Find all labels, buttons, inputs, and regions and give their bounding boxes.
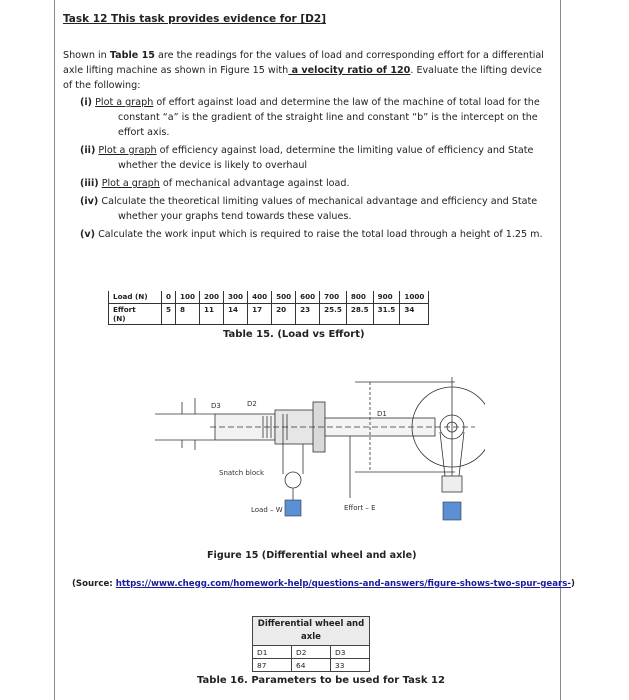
effort-cell: 8 [176,304,200,325]
load-cell: 500 [272,291,296,304]
item-text: Calculate the theoretical limiting values of mechanical advantage and efficiency and State whether your graphs tend towards these values. [101,196,538,222]
figure-caption: Figure 15 (Differential wheel and axle) [207,550,417,561]
table-row [253,659,370,672]
label-snatch-block: Snatch block [219,469,264,477]
source-link[interactable]: https://www.chegg.com/homework-help/questions-and-answers/figure-shows-two-spur-gears- [115,579,571,589]
source-prefix: (Source: [72,579,116,589]
row-label-effort: Effort (N) [109,304,162,325]
plot-graph-link[interactable]: Plot a graph [101,178,160,189]
table16-header: Differential wheel and axle [253,617,370,646]
item-number: (iii) [80,178,99,189]
intro-text-2: are the readings for the values of load and corresponding effort for a differential axle lifting machine as shown in Figure 15 with [63,50,544,76]
task-item-ii [55,143,560,173]
param-value: 64 [292,659,331,672]
item-text: Calculate the work input which is required to raise the total load through a height of 1.25 m. [98,229,543,240]
item-text: of efficiency against load, determine the limiting value of efficiency and State whether the device is likely to overhaul [118,145,534,171]
effort-cell: 14 [224,304,248,325]
load-cell: 200 [200,291,224,304]
source-line [72,579,575,589]
task-item-iii [55,176,560,191]
task-title: Task 12 This task provides evidence for [D2] [63,13,326,25]
source-suffix: ) [570,579,575,589]
table15-caption: Table 15. (Load vs Effort) [223,329,365,340]
label-d3: D3 [211,402,221,410]
param-value: 87 [253,659,292,672]
item-number: (i) [80,97,93,108]
task-item-v [55,227,560,242]
plot-graph-link[interactable]: Plot a graph [98,145,157,156]
plot-graph-link[interactable]: Plot a graph [95,97,154,108]
item-number: (ii) [80,145,96,156]
effort-cell: 5 [162,304,176,325]
effort-cell: 20 [272,304,296,325]
effort-cell: 28.5 [346,304,373,325]
load-cell: 400 [248,291,272,304]
table-row [109,304,429,325]
effort-cell: 23 [296,304,320,325]
effort-cell: 31.5 [373,304,400,325]
load-cell: 700 [320,291,347,304]
intro-text-3: . Evaluate the lifting device of the following: [63,65,542,91]
load-cell: 0 [162,291,176,304]
load-cell: 800 [346,291,373,304]
label-d1: D1 [377,410,387,418]
label-load: Load – W [251,506,283,514]
effort-cell: 25.5 [320,304,347,325]
table-row [253,646,370,659]
item-text: of mechanical advantage against load. [159,178,350,189]
load-effort-table [108,291,429,325]
velocity-ratio: a velocity ratio of 120 [288,65,411,76]
effort-cell: 34 [400,304,429,325]
item-number: (v) [80,229,96,240]
intro-text-1: Shown in [63,50,110,61]
intro-paragraph [63,48,553,93]
load-cell: 600 [296,291,320,304]
item-number: (iv) [80,196,99,207]
effort-cell: 11 [200,304,224,325]
label-effort: Effort – E [344,504,376,512]
page-frame [54,0,575,700]
param-label: D3 [331,646,370,659]
param-value: 33 [331,659,370,672]
load-cell: 300 [224,291,248,304]
param-label: D1 [253,646,292,659]
load-cell: 100 [176,291,200,304]
load-cell: 900 [373,291,400,304]
param-label: D2 [292,646,331,659]
table-ref: Table 15 [109,50,155,61]
row-label-unit: (N) [113,314,126,323]
load-cell: 1000 [400,291,429,304]
task-item-iv [55,194,560,224]
effort-cell: 17 [248,304,272,325]
item-text: of effort against load and determine the law of the machine of total load for the constant “a” is the gradient of the straight line and constant “b” is the intercept on the effort axis. [118,97,540,138]
row-label-load: Load (N) [109,291,162,304]
parameters-table [252,616,370,672]
table-row [109,291,429,304]
table16-caption: Table 16. Parameters to be used for Task 12 [197,675,445,686]
differential-wheel-axle-diagram [155,372,485,532]
task-items [55,95,560,245]
task-item-i [55,95,560,140]
label-d2: D2 [247,400,257,408]
table-row [253,617,370,646]
